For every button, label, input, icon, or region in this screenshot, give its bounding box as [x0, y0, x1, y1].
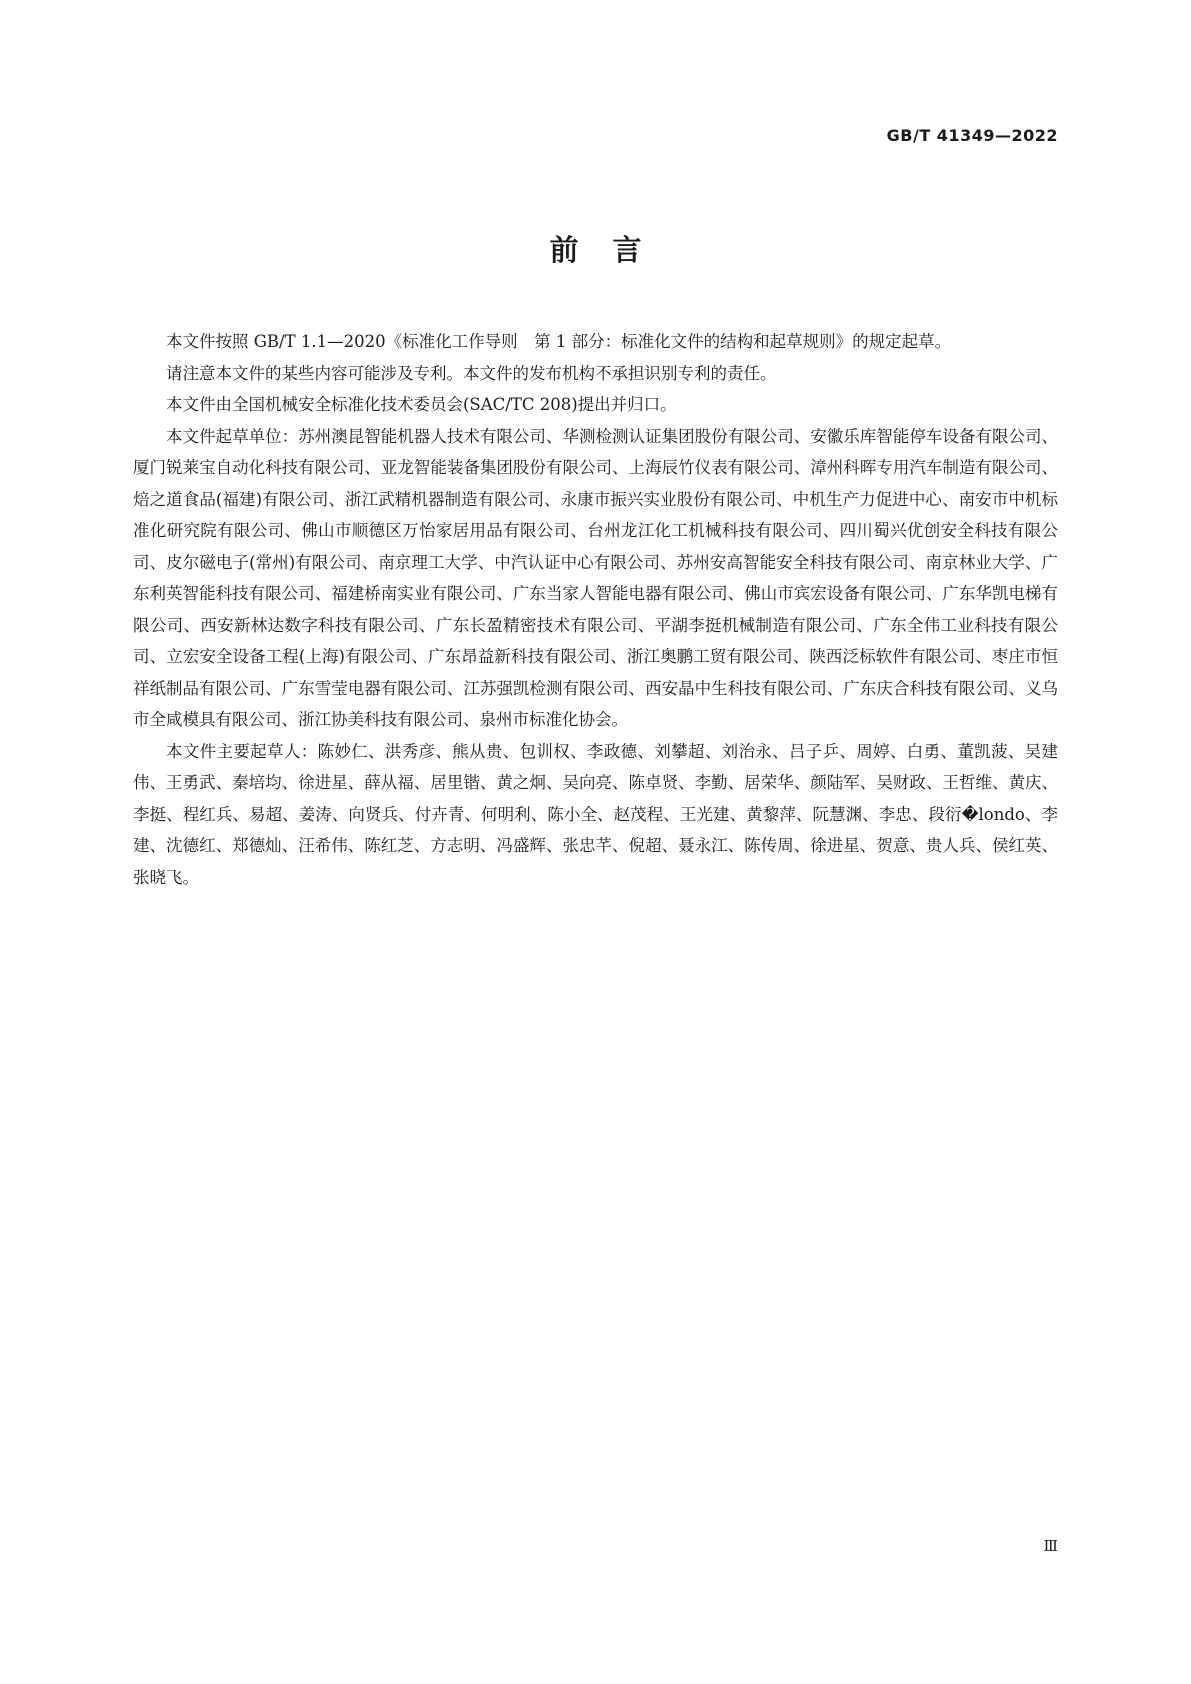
- paragraph-drafters: 本文件主要起草人：陈妙仁、洪秀彦、熊从贵、包训权、李政德、刘攀超、刘治永、吕子乒、周婷、白勇、董凯菠、吴建伟、王勇武、秦培均、徐进星、薛从福、居里锴、黄之炯、吴向亮、陈卓贤、李勤、居荣华、颜陆军、吴财政、王哲维、黄庆、李挺、程红兵、易超、姜涛、向贤兵、付卉青、何明利、陈小全、赵茂程、王光建、黄黎萍、阮慧渊、李忠、段衍�londo、李建、沈德红、郑德灿、汪希伟、陈红芝、方志明、冯盛辉、张忠芊、倪超、聂永江、陈传周、徐进星、贺意、贵人兵、侯红英、张晓飞。: [133, 741, 1058, 887]
- paragraph-drafting-units: 本文件起草单位：苏州澳昆智能机器人技术有限公司、华测检测认证集团股份有限公司、安徽乐库智能停车设备有限公司、厦门锐莱宝自动化科技有限公司、亚龙智能装备集团股份有限公司、上海辰竹仪表有限公司、漳州科晖专用汽车制造有限公司、焙之道食品(福建)有限公司、浙江武精机器制造有限公司、永康市振兴实业股份有限公司、中机生产力促进中心、南安市中机标准化研究院有限公司、佛山市顺德区万怡家居用品有限公司、台州龙江化工机械科技有限公司、四川蜀兴优创安全科技有限公司、皮尔磁电子(常州)有限公司、南京理工大学、中汽认证中心有限公司、苏州安高智能安全科技有限公司、南京林业大学、广东利英智能科技有限公司、福建桥南实业有限公司、广东当家人智能电器有限公司、佛山市宾宏设备有限公司、广东华凯电梯有限公司、西安新林达数字科技有限公司、广东长盈精密技术有限公司、平湖李挺机械制造有限公司、广东全伟工业科技有限公司、立宏安全设备工程(上海)有限公司、广东昂益新科技有限公司、浙江奥鹏工贸有限公司、陕西泛标软件有限公司、枣庄市恒祥纸制品有限公司、广东雪莹电器有限公司、江苏强凯检测有限公司、西安晶中生科技有限公司、广东庆合科技有限公司、义乌市全咸模具有限公司、浙江协美科技有限公司、泉州市标准化协会。: [133, 426, 1058, 729]
- page-title: 前言: [549, 233, 676, 267]
- paragraph-patent-notice: 请注意本文件的某些内容可能涉及专利。本文件的发布机构不承担识别专利的责任。: [166, 363, 777, 383]
- page-number: Ⅲ: [1043, 1537, 1058, 1555]
- standard-code: GB/T 41349—2022: [886, 126, 1058, 145]
- paragraph-proposer: 本文件由全国机械安全标准化技术委员会(SAC/TC 208)提出并归口。: [166, 395, 677, 414]
- paragraph-drafting-rules: 本文件按照 GB/T 1.1—2020《标准化工作导则 第 1 部分：标准化文件的结构和起草规则》的规定起草。: [166, 332, 952, 351]
- document-body: [133, 326, 1058, 893]
